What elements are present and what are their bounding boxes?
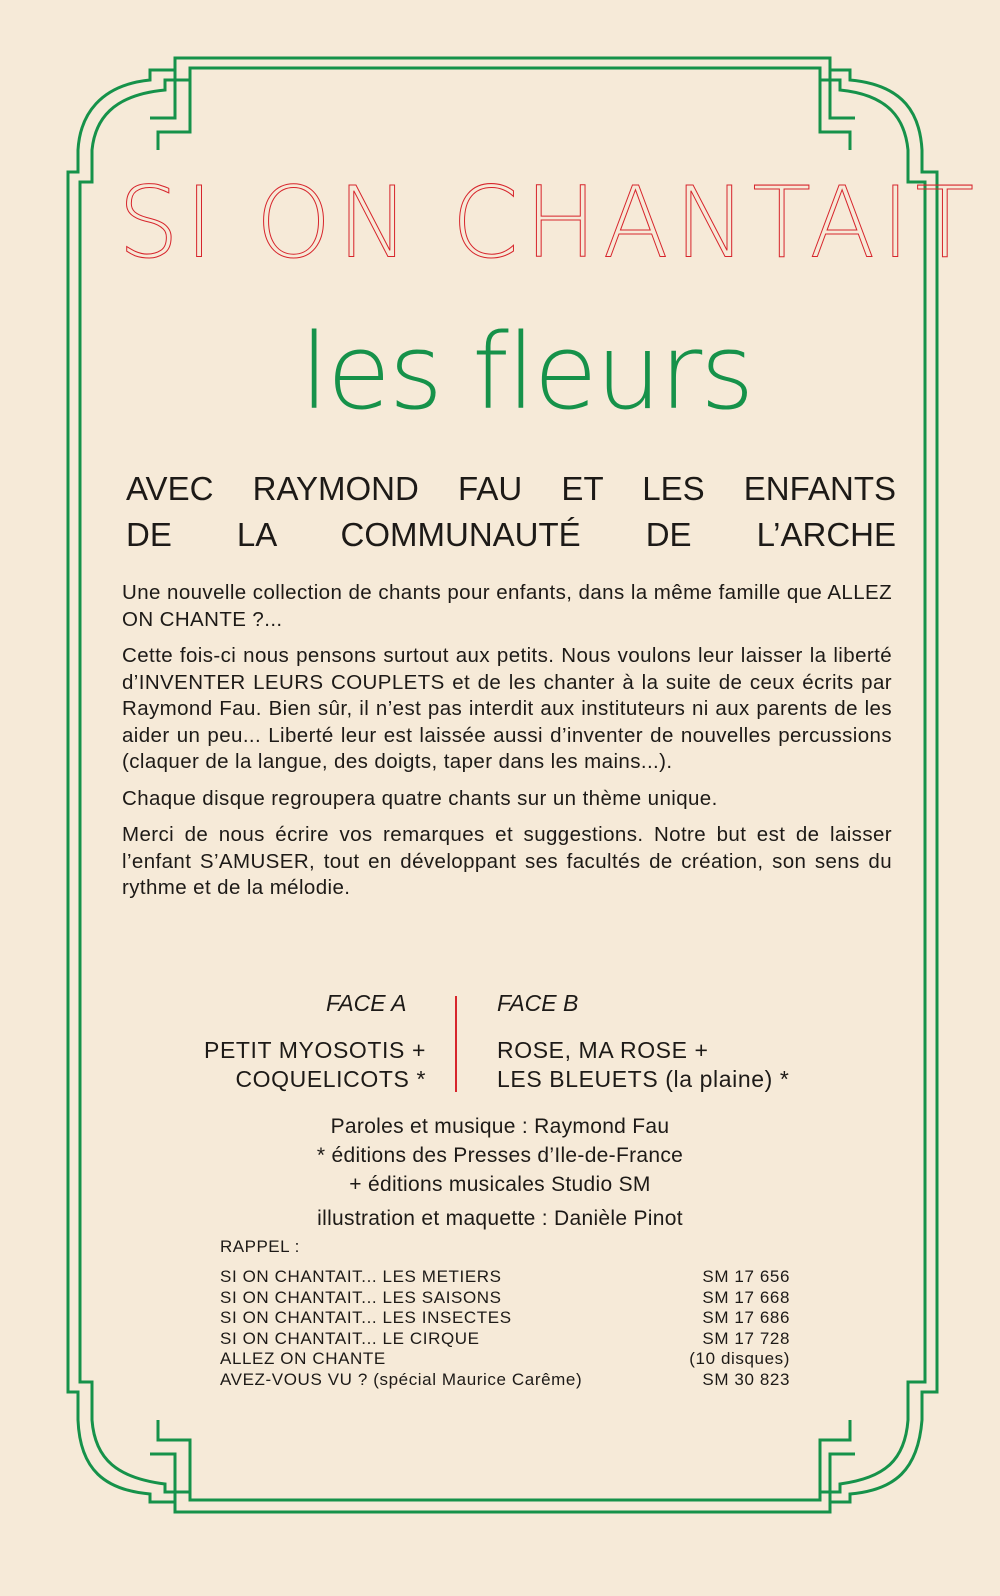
credit-editions-1: * éditions des Presses d’Ile-de-France [316,1144,684,1167]
paragraph: Cette fois-ci nous pensons surtout aux petits. Nous voulons leur laisser la liberté d’INVENTER LEURS COUPLETS et de les chanter à la suite de ceux écrits par Raymond Fau. Bien sûr, il n’est pas interdit aux instituteurs ni aux parents de les aider un peu... Liberté leur est laissée aussi d’inventer de nouvelles percussions (claquer de la langue, des doigts, taper dans les mains...). [122,644,892,773]
rappel-ref: SM 17 668 [702,1287,790,1307]
face-b-songs [497,1036,857,1094]
body-text [122,580,892,912]
rappel-title: SI ON CHANTAIT... LES METIERS [220,1267,502,1286]
song-title: LES BLEUETS (la plaine) * [497,1066,790,1092]
rappel-ref: SM 17 728 [702,1328,790,1348]
credit-paroles: Paroles et musique : Raymond Fau [330,1115,670,1138]
paragraph: Merci de nous écrire vos remarques et suggestions. Notre but est de laisser l’enfant S’AMUSER, tout en développant ses facultés de création, son sens du rythme et de la mélodie. [122,823,892,899]
face-b-label: FACE B [497,990,579,1016]
credit-editions-2: + éditions musicales Studio SM [349,1173,651,1196]
rappel-title: SI ON CHANTAIT... LES SAISONS [220,1287,502,1307]
paragraph: Une nouvelle collection de chants pour enfants, dans la même famille que ALLEZ ON CHANTE ?... [122,581,892,631]
page-title: SI ON CHANTAIT [118,165,981,281]
heading [126,466,896,558]
song-title: COQUELICOTS * [235,1066,426,1092]
list-item [220,1349,790,1370]
credit-illustration: illustration et maquette : Danièle Pinot [317,1207,683,1230]
rappel-label: RAPPEL : [220,1237,300,1256]
rappel-ref: SM 30 823 [702,1369,790,1389]
list-item [220,1308,790,1329]
list-item [220,1267,790,1288]
rappel-ref: (10 disques) [689,1349,790,1368]
rappel-ref: SM 17 686 [702,1308,790,1327]
rappel-title: AVEZ-VOUS VU ? (spécial Maurice Carême) [220,1369,583,1389]
rappel-title: SI ON CHANTAIT... LE CIRQUE [220,1328,480,1348]
credits [200,1112,800,1233]
rappel-list [220,1267,790,1390]
face-a-songs [150,1036,426,1094]
song-title: ROSE, MA ROSE + [497,1037,709,1063]
face-divider [455,996,457,1092]
heading-line-2: DE LA COMMUNAUTÉ DE L’ARCHE [126,516,896,553]
list-item [220,1370,790,1391]
list-item [220,1329,790,1350]
paragraph: Chaque disque regroupera quatre chants sur un thème unique. [122,786,718,810]
rappel-title: SI ON CHANTAIT... LES INSECTES [220,1308,512,1327]
page-subtitle: les fleurs [300,311,753,433]
song-title: PETIT MYOSOTIS + [204,1037,426,1063]
rappel-ref: SM 17 656 [702,1267,790,1286]
face-a-label: FACE A [326,990,407,1016]
list-item [220,1288,790,1309]
rappel-title: ALLEZ ON CHANTE [220,1349,386,1368]
heading-line-1: AVEC RAYMOND FAU ET LES ENFANTS [126,470,896,507]
